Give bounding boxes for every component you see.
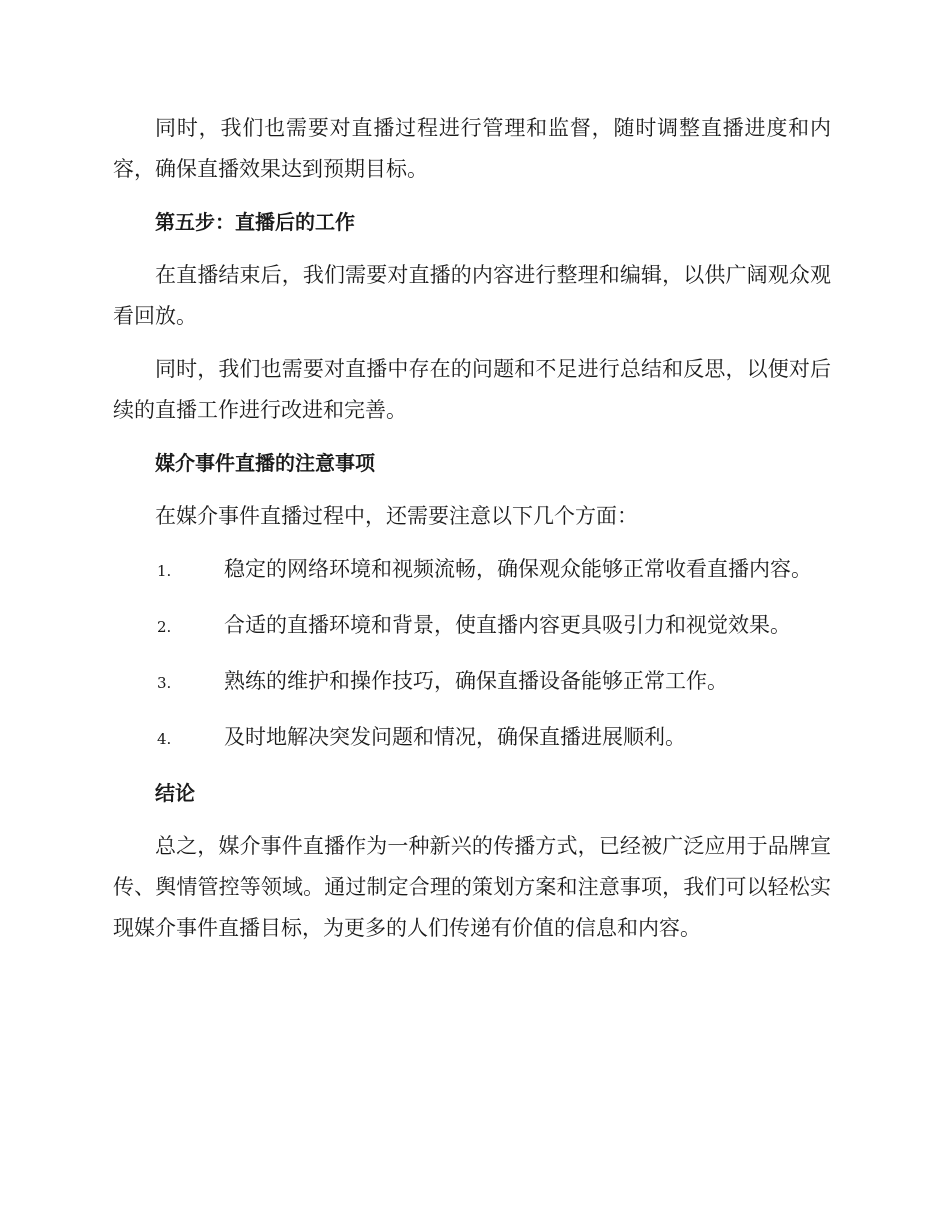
heading-conclusion: 结论 <box>155 781 195 805</box>
list-item-text: 稳定的网络环境和视频流畅，确保观众能够正常收看直播内容。 <box>224 557 812 581</box>
list-item-number: 4. <box>157 730 172 748</box>
paragraph-post-live-review: 同时，我们也需要对直播中存在的问题和不足进行总结和反思，以便对后续的直播工作进行改进和完善。 <box>113 357 831 422</box>
paragraph-post-live-editing: 在直播结束后，我们需要对直播的内容进行整理和编辑，以供广阔观众观看回放。 <box>113 263 831 328</box>
list-item-text: 合适的直播环境和背景，使直播内容更具吸引力和视觉效果。 <box>224 613 791 637</box>
list-item-text: 熟练的维护和操作技巧，确保直播设备能够正常工作。 <box>224 669 728 693</box>
list-item <box>113 717 831 760</box>
paragraph-monitoring: 同时，我们也需要对直播过程进行管理和监督，随时调整直播进度和内容，确保直播效果达到预期目标。 <box>113 116 831 181</box>
list-item <box>113 661 831 704</box>
list-item-number: 2. <box>157 618 172 636</box>
list-item-number: 1. <box>157 562 172 580</box>
list-item-text: 及时地解决突发问题和情况，确保直播进展顺利。 <box>224 725 686 749</box>
heading-precautions: 媒介事件直播的注意事项 <box>155 451 375 475</box>
heading-step-five: 第五步：直播后的工作 <box>155 210 355 234</box>
paragraph-conclusion: 总之，媒介事件直播作为一种新兴的传播方式，已经被广泛应用于品牌宣传、舆情管控等领域。通过制定合理的策划方案和注意事项，我们可以轻松实现媒介事件直播目标，为更多的人们传递有价值的信息和内容。 <box>113 834 831 940</box>
precautions-list <box>113 549 831 760</box>
list-item <box>113 605 831 648</box>
document-page <box>113 108 831 961</box>
paragraph-precautions-intro: 在媒介事件直播过程中，还需要注意以下几个方面： <box>155 504 638 528</box>
list-item <box>113 549 831 592</box>
list-item-number: 3. <box>157 674 172 692</box>
